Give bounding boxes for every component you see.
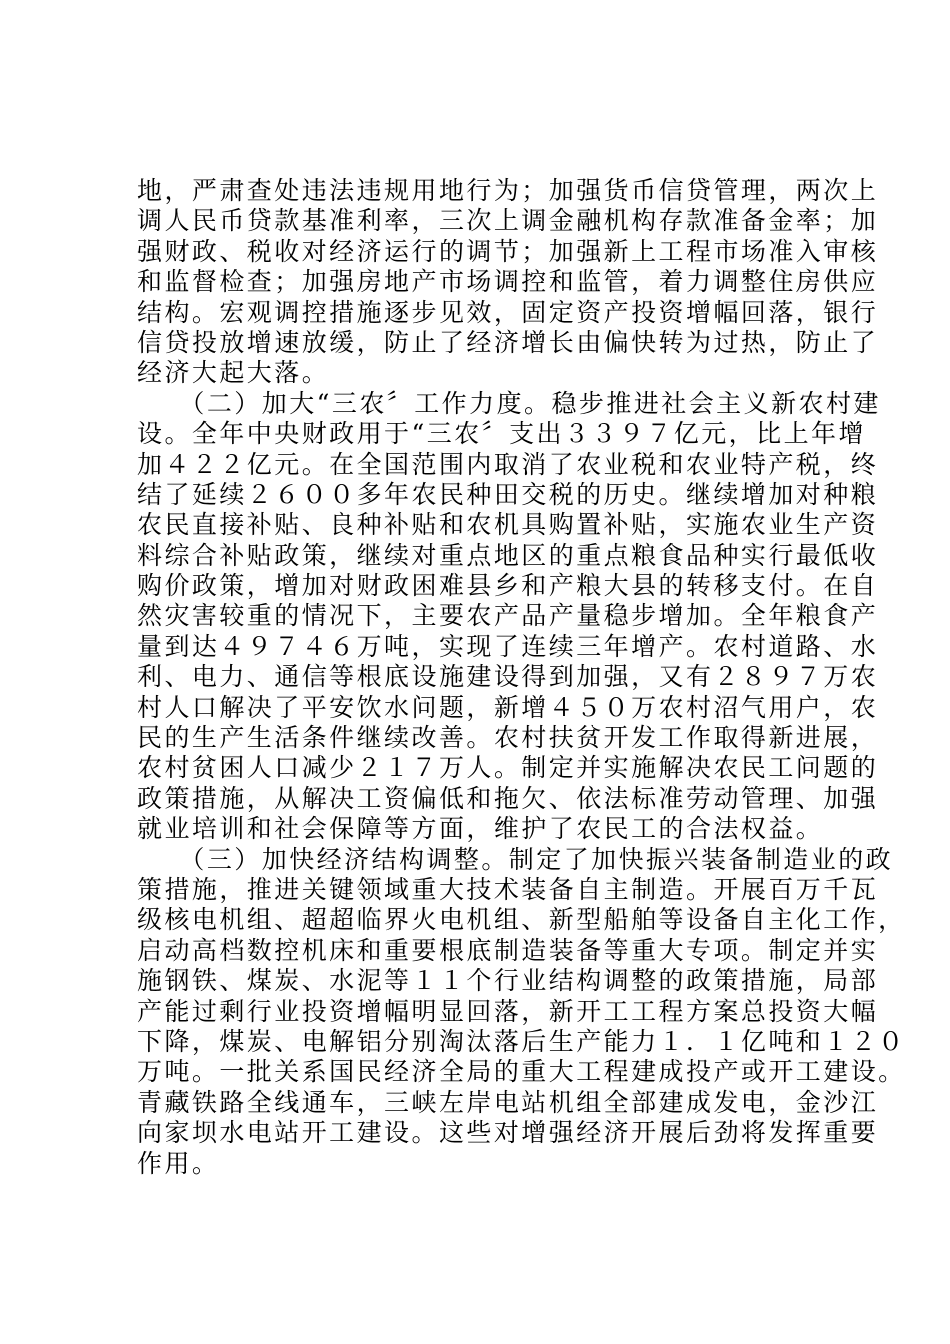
text-line: 就业培训和社会保障等方面，维护了农民工的合法权益。	[137, 814, 824, 844]
text-line: 青藏铁路全线通车，三峡左岸电站机组全部建成发电，金沙江	[137, 1087, 879, 1117]
text-line: 地，严肃查处违法违规用地行为；加强货币信贷管理，两次上	[137, 176, 879, 205]
text-line: 作用。	[137, 1148, 220, 1178]
text-line: 级核电机组、超超临界火电机组、新型船舶等设备自主化工作，	[137, 905, 906, 935]
text-line: 设。全年中央财政用于“三农〞支出３３９７亿元，比上年增	[137, 419, 866, 449]
text-line: 农村贫困人口减少２１７万人。制定并实施解决农民工问题的	[137, 753, 879, 783]
text-line: 购价政策，增加对财政困难县乡和产粮大县的转移支付。在自	[137, 571, 879, 601]
text-line: 策措施，推进关键领域重大技术装备自主制造。开展百万千瓦	[137, 874, 879, 904]
body-text	[137, 176, 906, 1179]
section-heading-line: （三）加快经济结构调整。制定了加快振兴装备制造业的政	[137, 844, 894, 874]
section-heading-line: （二）加大“三农〞工作力度。稳步推进社会主义新农村建	[137, 388, 881, 418]
text-line: 利、电力、通信等根底设施建设得到加强，又有２８９７万农	[137, 662, 879, 692]
text-line: 结构。宏观调控措施逐步见效，固定资产投资增幅回落，银行	[137, 297, 879, 327]
text-line: 施钢铁、煤炭、水泥等１１个行业结构调整的政策措施，局部	[137, 966, 879, 996]
text-line: 强财政、税收对经济运行的调节；加强新上工程市场准入审核	[137, 236, 879, 266]
text-line: 然灾害较重的情况下，主要农产品产量稳步增加。全年粮食产	[137, 601, 879, 631]
text-line: 下降，煤炭、电解铝分别淘汰落后生产能力１．１亿吨和１２０	[137, 1026, 906, 1056]
text-line: 万吨。一批关系国民经济全局的重大工程建成投产或开工建设。	[137, 1057, 906, 1087]
text-line: 信贷投放增速放缓，防止了经济增长由偏快转为过热，防止了	[137, 327, 879, 357]
text-line: 调人民币贷款基准利率，三次上调金融机构存款准备金率；加	[137, 206, 879, 236]
text-line: 经济大起大落。	[137, 358, 330, 388]
text-line: 启动高档数控机床和重要根底制造装备等重大专项。制定并实	[137, 935, 879, 965]
text-line: 农民直接补贴、良种补贴和农机具购置补贴，实施农业生产资	[137, 510, 879, 540]
text-line: 向家坝水电站开工建设。这些对增强经济开展后劲将发挥重要	[137, 1118, 879, 1148]
text-line: 料综合补贴政策，继续对重点地区的重点粮食品种实行最低收	[137, 540, 879, 570]
text-line: 政策措施，从解决工资偏低和拖欠、依法标准劳动管理、加强	[137, 783, 879, 813]
text-line: 民的生产生活条件继续改善。农村扶贫开发工作取得新进展，	[137, 723, 879, 753]
text-line: 村人口解决了平安饮水问题，新增４５０万农村沼气用户，农	[137, 692, 879, 722]
text-line: 和监督检查；加强房地产市场调控和监管，着力调整住房供应	[137, 267, 879, 297]
text-line: 结了延续２６００多年农民种田交税的历史。继续增加对种粮	[137, 479, 879, 509]
text-line: 加４２２亿元。在全国范围内取消了农业税和农业特产税，终	[137, 449, 879, 479]
text-line: 产能过剩行业投资增幅明显回落，新开工工程方案总投资大幅	[137, 996, 879, 1026]
text-line: 量到达４９７４６万吨，实现了连续三年增产。农村道路、水	[137, 631, 879, 661]
